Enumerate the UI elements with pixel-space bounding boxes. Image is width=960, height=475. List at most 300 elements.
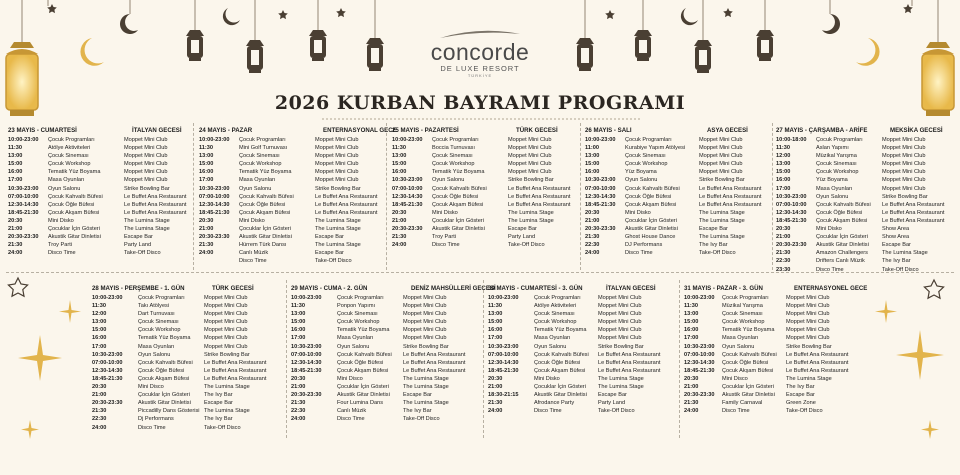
event-venue: Escape Bar	[699, 226, 728, 233]
event-venue-column	[204, 294, 266, 432]
event-venue: Le Buffet Ana Restaurant	[786, 367, 849, 374]
event-activity: Masa Oyunları	[239, 177, 276, 184]
day-date: 28 MAYIS - PERŞEMBE - 1. GÜN	[92, 285, 185, 292]
event-activity: Çocuk Akşam Büfesi	[432, 201, 484, 208]
event-venue: Show Area	[882, 234, 910, 241]
event-time: 11:30	[199, 145, 213, 152]
event-venue: Moppet Mini Club	[882, 169, 926, 176]
event-venue: Strike Bowling Bar	[403, 343, 449, 350]
event-activity: Çocuk Akşam Büfesi	[722, 367, 774, 374]
event-time: 21:00	[8, 226, 23, 233]
event-venue: Moppet Mini Club	[124, 169, 168, 176]
event-activity: Çocuklar İçin Gösteri	[239, 226, 291, 233]
event-activity: Çocuk Akşam Büfesi	[534, 367, 586, 374]
event-venue: The Lumina Stage	[508, 209, 554, 216]
event-venue: The Lumina Stage	[204, 384, 250, 391]
event-time: 07:00-10:00	[776, 201, 807, 208]
event-venue: Moppet Mini Club	[204, 311, 248, 318]
event-venue-column	[882, 136, 944, 274]
event-venue-column	[699, 136, 761, 257]
day-header	[291, 284, 496, 294]
event-time: 24:00	[488, 408, 503, 415]
event-time: 18:45-21:30	[92, 375, 123, 382]
event-time: 13:00	[199, 153, 214, 160]
event-venue: Take-Off Disco	[882, 266, 919, 273]
event-time-column	[199, 136, 229, 257]
day-schedule-block	[199, 126, 397, 265]
event-time: 21:30	[488, 400, 503, 407]
event-activity: Oyun Salonu	[138, 351, 171, 358]
event-time: 07:00-10:00	[92, 359, 123, 366]
event-time: 12:30-14:30	[199, 201, 230, 208]
event-time: 10:00-23:00	[585, 137, 616, 143]
event-venue: Le Buffet Ana Restaurant	[786, 359, 849, 366]
col-divider	[679, 280, 680, 438]
event-time: 24:00	[684, 408, 699, 415]
event-time: 10:30-23:00	[488, 343, 519, 350]
event-time: 13:00	[291, 311, 306, 318]
event-activity: Çocuk Workshop	[138, 327, 181, 334]
event-time: 21:30	[585, 234, 600, 241]
event-time: 10:00-23:00	[392, 137, 423, 143]
event-activity: Çocuk Akşam Büfesi	[625, 201, 677, 208]
event-venue: The Lumina Stage	[124, 217, 170, 224]
event-venue: The Lumina Stage	[882, 250, 928, 257]
event-venue: Take-Off Disco	[786, 408, 823, 415]
event-venue: Take-Off Disco	[403, 416, 440, 423]
event-time: 16:00	[199, 169, 214, 176]
event-time: 24:00	[392, 242, 407, 249]
event-time-column	[392, 136, 422, 249]
event-activity: Canlı Müzik	[337, 408, 367, 415]
event-venue: Moppet Mini Club	[124, 161, 168, 168]
event-venue: Moppet Mini Club	[508, 161, 552, 168]
event-activity: Four Lumina Dans	[337, 400, 384, 407]
night-theme: TÜRK GECESİ	[212, 285, 254, 292]
event-time: 12:30-14:30	[488, 359, 519, 366]
event-venue: Moppet Mini Club	[882, 185, 926, 192]
event-venue: Moppet Mini Club	[315, 153, 359, 160]
event-venue: Party Land	[124, 242, 152, 249]
event-time: 16:00	[684, 327, 699, 334]
event-activity: Çocuk Sineması	[48, 153, 89, 160]
event-time: 20:30	[488, 375, 503, 382]
event-activity: Çocuk Kahvaltı Büfesi	[625, 185, 680, 192]
event-time: 10:30-23:00	[199, 185, 230, 192]
event-time: 07:00-10:00	[684, 351, 715, 358]
event-venue: Escape Bar	[124, 234, 153, 241]
event-venue: Moppet Mini Club	[403, 335, 447, 342]
event-time: 21:30	[392, 234, 407, 241]
event-time: 21:00	[199, 226, 214, 233]
day-schedule-block	[585, 126, 769, 257]
event-activity: Müzikal Yarışma	[816, 153, 857, 160]
event-activity: Çocuk Programları	[625, 137, 672, 143]
event-activity: Mini Disko	[534, 375, 560, 382]
event-time: 22:30	[291, 408, 306, 415]
event-time: 20:30-23:30	[291, 392, 322, 399]
event-activity: Çocuk Sineması	[534, 311, 575, 318]
event-time: 13:00	[392, 153, 407, 160]
event-time: 20:30	[8, 217, 23, 224]
event-time: 18:45-21:30	[776, 217, 807, 224]
event-venue: Moppet Mini Club	[786, 327, 830, 334]
event-time: 21:30	[199, 242, 214, 249]
event-activity: Oyun Salonu	[534, 343, 567, 350]
event-time-column	[92, 294, 122, 432]
event-time: 21:30	[8, 242, 23, 249]
event-activity: Troy Parti	[432, 234, 457, 241]
event-activity: Çocuk Sineması	[337, 311, 378, 318]
event-activity: Çocuk Öğle Büfesi	[625, 193, 672, 200]
brand-logo	[0, 28, 960, 79]
event-venue: Escape Bar	[403, 392, 432, 399]
event-venue: Moppet Mini Club	[204, 319, 248, 326]
event-activity: Oyun Salonu	[432, 177, 465, 184]
event-activity: Çocuklar İçin Gösteri	[722, 384, 774, 391]
night-theme: İTALYAN GECESİ	[132, 127, 182, 134]
event-activity: Dj Performans	[138, 416, 174, 423]
event-activity: Mini Disco	[138, 384, 164, 391]
day-header	[199, 126, 397, 136]
event-activity: Çocuk Akşam Büfesi	[48, 209, 100, 216]
event-activity: Çocuk Kahvaltı Büfesi	[337, 351, 392, 358]
event-time: 10:30-23:00	[684, 343, 715, 350]
event-venue: Escape Bar	[315, 234, 344, 241]
event-activity: Disco Time	[722, 408, 750, 415]
event-venue: Moppet Mini Club	[882, 153, 926, 160]
event-venue: Moppet Mini Club	[508, 145, 552, 152]
event-time: 10:30-23:00	[92, 351, 123, 358]
brand-subtitle: DE LUXE RESORT	[440, 64, 520, 73]
event-activity: Çocuk Workshop	[625, 161, 668, 168]
event-activity: Mini Disko	[48, 217, 74, 224]
event-time: 11:30	[684, 303, 698, 310]
event-activity: Çocuk Öğle Büfesi	[48, 201, 95, 208]
event-time: 15:00	[291, 319, 306, 326]
event-venue: Moppet Mini Club	[882, 137, 926, 143]
event-activity-column	[239, 136, 294, 266]
event-time: 10:30-23:00	[585, 177, 616, 184]
day-schedule-block	[776, 126, 956, 273]
col-divider	[483, 280, 484, 438]
day-header	[585, 126, 769, 136]
event-venue: Strike Bowling Bar	[882, 193, 928, 200]
event-venue: Le Buffet Ana Restaurant	[882, 209, 945, 216]
event-time-column	[291, 294, 321, 424]
event-venue: Moppet Mini Club	[403, 327, 447, 334]
event-venue: Moppet Mini Club	[124, 145, 168, 152]
event-venue: Strike Bowling Bar	[508, 177, 554, 184]
event-activity: Afrodance Party	[534, 400, 575, 407]
event-venue: The Lumina Stage	[403, 400, 449, 407]
day-header	[776, 126, 956, 136]
event-activity: Çocuk Öğle Büfesi	[337, 359, 384, 366]
event-time: 15:00	[585, 161, 600, 168]
event-activity: Canlı Müzik	[239, 250, 269, 257]
event-time: 10:00-23:00	[92, 295, 123, 301]
event-time: 20:30	[291, 375, 306, 382]
event-time: 17:00	[684, 335, 699, 342]
event-time: 21:00	[392, 217, 407, 224]
event-venue: Take-Off Disco	[699, 250, 736, 257]
event-venue: Take-Off Disco	[315, 258, 352, 265]
day-date: 31 MAYIS - PAZAR - 3. GÜN	[684, 285, 763, 292]
event-activity: Aslan Yapımı	[816, 145, 849, 152]
event-time: 18:45-21:30	[585, 201, 616, 208]
day-schedule-block	[488, 284, 678, 415]
event-activity: Çocuk Öğle Büfesi	[816, 209, 863, 216]
event-time: 11:00	[585, 145, 599, 152]
event-time: 12:30-14:30	[291, 359, 322, 366]
event-activity: Akustik Gitar Dinletisi	[48, 234, 101, 241]
col-divider	[193, 123, 194, 270]
event-activity: Yüz Boyama	[816, 177, 848, 184]
event-activity: Çocuk Kahvaltı Büfesi	[239, 193, 294, 200]
event-activity: Çocuk Programları	[534, 295, 581, 301]
event-time: 07:00-10:00	[585, 185, 616, 192]
event-activity: Çocuk Kahvaltı Büfesi	[138, 359, 193, 366]
event-venue: The Lumina Stage	[699, 217, 745, 224]
day-header	[92, 284, 284, 294]
event-venue: Party Land	[598, 400, 626, 407]
event-venue: The Lumina Stage	[508, 217, 554, 224]
event-venue: Moppet Mini Club	[315, 137, 359, 143]
event-venue: Take-Off Disco	[598, 408, 635, 415]
event-venue: Strike Bowling Bar	[699, 177, 745, 184]
event-activity-column	[722, 294, 777, 415]
event-activity: Çocuk Programları	[337, 295, 384, 301]
event-activity: Disco Time	[48, 250, 76, 257]
event-venue-column	[508, 136, 570, 249]
event-activity: Takı Atölyesi	[138, 303, 170, 310]
event-activity: Çocuk Sineması	[625, 153, 666, 160]
event-activity: Çocuklar İçin Gösteri	[625, 217, 677, 224]
event-venue: Take-Off Disco	[508, 242, 545, 249]
event-activity: Çocuk Akşam Büfesi	[816, 217, 868, 224]
event-activity: Disco Time	[337, 416, 365, 423]
event-time: 20:30-23:30	[585, 226, 616, 233]
event-activity: Çocuklar İçin Gösteri	[432, 217, 484, 224]
event-time: 11:30	[488, 303, 502, 310]
event-activity: Çocuk Workshop	[722, 319, 765, 326]
event-time: 18:45-21:30	[684, 367, 715, 374]
event-activity: Disco Time	[432, 242, 460, 249]
night-theme: ASYA GECESİ	[707, 127, 748, 134]
event-time: 10:00-23:00	[488, 295, 519, 301]
event-time: 11:30	[92, 303, 106, 310]
event-activity: Çocuk Akşam Büfesi	[239, 209, 291, 216]
event-activity: Mini Golf Turnuvası	[239, 145, 288, 152]
event-time: 24:00	[8, 250, 23, 257]
event-venue: The Lumina Stage	[315, 242, 361, 249]
event-activity: Çocuklar İçin Gösteri	[816, 234, 868, 241]
event-venue: Moppet Mini Club	[204, 327, 248, 334]
event-venue-column	[403, 294, 465, 424]
event-venue-column	[124, 136, 186, 257]
event-venue: Moppet Mini Club	[204, 295, 248, 301]
event-activity: Müzikal Yarışma	[722, 303, 763, 310]
event-activity: Piccadilly Dans Gösterisi	[138, 408, 200, 415]
event-time: 20:30	[199, 217, 214, 224]
event-venue: Moppet Mini Club	[882, 177, 926, 184]
event-time: 16:00	[8, 169, 23, 176]
event-venue: Escape Bar	[508, 226, 537, 233]
event-venue: Moppet Mini Club	[508, 153, 552, 160]
event-time: 11:30	[776, 145, 790, 152]
event-time: 11:30	[291, 303, 305, 310]
event-activity: Çocuk Öğle Büfesi	[722, 359, 769, 366]
event-time: 24:00	[92, 424, 107, 431]
event-venue: Moppet Mini Club	[403, 303, 447, 310]
event-activity: Tematik Yüz Boyama	[337, 327, 390, 334]
event-time: 18:45-21:30	[199, 209, 230, 216]
event-time: 21:00	[585, 217, 600, 224]
event-time: 17:00	[488, 335, 503, 342]
event-venue: Moppet Mini Club	[508, 137, 552, 143]
event-venue: Strike Bowling Bar	[124, 185, 170, 192]
event-time: 20:30	[392, 209, 407, 216]
event-time: 07:00-10:00	[199, 193, 230, 200]
event-time: 20:30	[684, 375, 699, 382]
event-activity: Troy Parti	[48, 242, 73, 249]
day-header	[8, 126, 192, 136]
event-venue: Le Buffet Ana Restaurant	[204, 359, 267, 366]
day-schedule-block	[291, 284, 496, 423]
event-activity: Çocuk Öğle Büfesi	[534, 359, 581, 366]
event-activity: Akustik Gitar Dinletisi	[432, 226, 485, 233]
event-venue: Moppet Mini Club	[124, 153, 168, 160]
event-activity-column	[534, 294, 589, 415]
day-date: 23 MAYIS - CUMARTESİ	[8, 127, 77, 134]
event-venue: The Ivy Bar	[204, 416, 233, 423]
event-venue: The Lumina Stage	[315, 217, 361, 224]
event-activity: Ghost House Dance	[625, 234, 676, 241]
event-venue: Le Buffet Ana Restaurant	[699, 185, 762, 192]
event-venue: Moppet Mini Club	[786, 303, 830, 310]
event-time: 10:30-23:00	[8, 185, 39, 192]
day-date: 26 MAYIS - SALI	[585, 127, 632, 134]
event-activity: Dart Turnuvası	[138, 311, 175, 318]
event-activity: Çocuk Sineması	[432, 153, 473, 160]
event-venue: The Lumina Stage	[315, 226, 361, 233]
event-venue-column	[786, 294, 848, 415]
event-venue: Moppet Mini Club	[403, 319, 447, 326]
night-theme: ENTERNASYONAL GECE	[323, 127, 397, 134]
event-activity: Kurabiye Yapım Atölyesi	[625, 145, 686, 152]
event-activity: Mini Disco	[337, 375, 363, 382]
event-venue: Green Zone	[786, 400, 816, 407]
event-activity: Çocuklar İçin Gösteri	[48, 226, 100, 233]
event-venue: Escape Bar	[786, 392, 815, 399]
night-theme: ENTERNASYONEL GECE	[794, 285, 868, 292]
event-venue: The Lumina Stage	[699, 234, 745, 241]
event-activity: Mini Disco	[722, 375, 748, 382]
event-activity: Masa Oyunları	[816, 185, 853, 192]
event-time: 16:00	[392, 169, 407, 176]
event-activity-column	[816, 136, 871, 274]
event-venue: Moppet Mini Club	[598, 335, 642, 342]
event-venue: The Ivy Bar	[403, 408, 432, 415]
day-date: 29 MAYIS - CUMA - 2. GÜN	[291, 285, 368, 292]
event-time: 21:30	[684, 400, 699, 407]
event-activity-column	[432, 136, 487, 249]
event-activity: Çocuk Sineması	[722, 311, 763, 318]
event-activity: Çocuk Öğle Büfesi	[239, 201, 286, 208]
event-venue: Moppet Mini Club	[204, 303, 248, 310]
event-time-column	[8, 136, 38, 257]
event-time: 12:30-14:30	[585, 193, 616, 200]
event-activity: Oyun Salonu	[722, 343, 755, 350]
event-time: 17:00	[776, 185, 791, 192]
event-activity: Atölye Aktiviteleri	[534, 303, 577, 310]
event-time: 13:00	[92, 319, 107, 326]
event-venue: Show Area	[882, 226, 910, 233]
event-activity: Masa Oyunları	[337, 335, 374, 342]
day-date: 24 MAYIS - PAZAR	[199, 127, 253, 134]
event-time: 22:30	[585, 242, 600, 249]
event-activity: Çocuklar İçin Gösteri	[138, 392, 190, 399]
event-time: 18:45-21:30	[291, 367, 322, 374]
event-time-column	[585, 136, 615, 257]
event-activity: Çocuk Akşam Büfesi	[337, 367, 389, 374]
event-time: 24:00	[199, 250, 214, 257]
event-activity-column	[138, 294, 200, 432]
event-time: 16:00	[92, 335, 107, 342]
event-activity: Yüz Boyama	[625, 169, 657, 176]
event-time: 10:30-23:00	[776, 193, 807, 200]
event-activity: Disco Time	[239, 258, 267, 265]
event-venue: The Lumina Stage	[403, 384, 449, 391]
event-time: 21:00	[776, 234, 791, 241]
event-activity: Çocuk Workshop	[534, 319, 577, 326]
event-time: 13:00	[488, 311, 503, 318]
event-time: 18:45-21:30	[8, 209, 39, 216]
event-activity: Family Carnaval	[722, 400, 763, 407]
day-header	[684, 284, 874, 294]
event-time: 24:00	[585, 250, 600, 257]
event-time: 20:30-23:30	[392, 226, 423, 233]
event-activity: Akustik Gitar Dinletisi	[816, 242, 869, 249]
event-activity: Akustik Gitar Dinletisi	[625, 226, 678, 233]
event-venue: Le Buffet Ana Restaurant	[124, 201, 187, 208]
event-time: 18:45-21:30	[488, 367, 519, 374]
event-time: 12:30-14:30	[776, 209, 807, 216]
event-time: 22:30	[92, 416, 107, 423]
event-activity: Çocuk Workshop	[432, 161, 475, 168]
event-time: 12:00	[92, 311, 107, 318]
event-activity-column	[337, 294, 392, 424]
event-time: 12:30-14:30	[92, 367, 123, 374]
event-venue: Moppet Mini Club	[699, 137, 743, 143]
event-activity: Drifters Canlı Müzik	[816, 258, 865, 265]
event-activity: Tematik Yüz Boyama	[432, 169, 485, 176]
event-activity: Çocuk Öğle Büfesi	[138, 367, 185, 374]
event-activity: Oyun Salonu	[625, 177, 658, 184]
day-schedule-block	[8, 126, 192, 257]
event-venue: The Ivy Bar	[204, 392, 233, 399]
event-venue: Strike Bowling Bar	[204, 351, 250, 358]
event-time: 16:00	[776, 177, 791, 184]
event-activity: Çocuk Kahvaltı Büfesi	[432, 185, 487, 192]
event-venue: Party Land	[508, 234, 536, 241]
event-activity: Çocuk Kahvaltı Büfesi	[48, 193, 103, 200]
night-theme: İTALYAN GECESİ	[606, 285, 656, 292]
event-venue: Le Buffet Ana Restaurant	[403, 351, 466, 358]
event-activity: Disco Time	[625, 250, 653, 257]
event-venue: The Lumina Stage	[786, 375, 832, 382]
event-venue: Strike Bowling Bar	[786, 343, 832, 350]
